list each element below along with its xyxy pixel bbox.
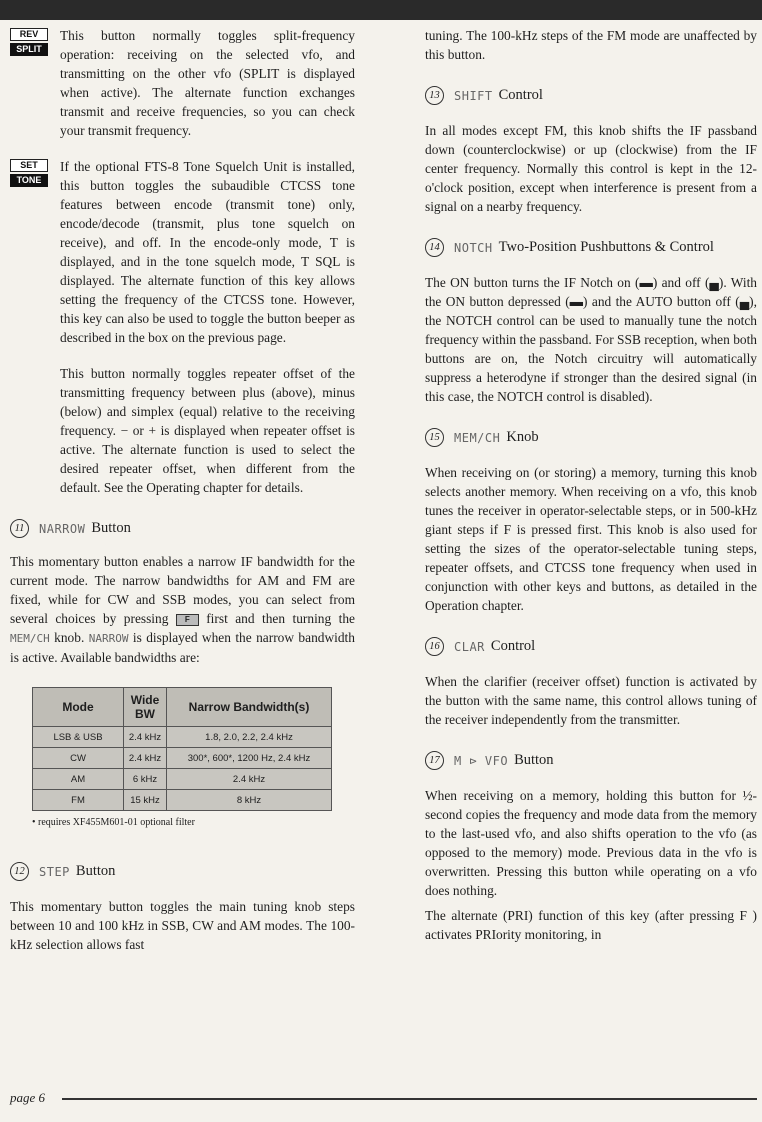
tone-key-icon: TONE (10, 174, 48, 187)
item-number-11: 11 (10, 519, 29, 538)
item-number-17: 17 (425, 751, 444, 770)
shift-heading (425, 86, 757, 105)
table-header-row (33, 688, 332, 727)
item-number-14: 14 (425, 238, 444, 257)
tone-badges (10, 157, 60, 347)
right-column (425, 26, 757, 944)
table-row (33, 790, 332, 811)
notch-key-label: NOTCH (454, 240, 493, 255)
table-cell: 15 kHz (124, 790, 167, 811)
narrow-heading (10, 519, 355, 538)
split-entry (10, 26, 355, 140)
clar-text: When the clarifier (receiver offset) function is activated by the button with the same name, this control allows tuning of the receiver independently from the transmitter. (425, 674, 757, 727)
narrow-text-6: is displayed when the narrow bandwidth is active. Available bandwidths are: (10, 630, 355, 665)
item-number-15: 15 (425, 428, 444, 447)
rev-key-icon: REV (10, 28, 48, 41)
mvfo-text: When receiving on a memory, holding this button for ½-second copies the frequency and mode data from the memory to the last-used vfo, and also shifts operation to the vfo (as opposed to the memory) mode. Previous data in the vfo is overwritten. Pressing this button while operating on a vfo does nothing. (425, 788, 757, 898)
split-badges (10, 26, 60, 140)
table-cell: 2.4 kHz (124, 748, 167, 769)
mvfo-text-2: The alternate (PRI) function of this key (after pressing F ) activates PRIority monitoring, in (425, 908, 757, 942)
f-key-chip: F (176, 614, 199, 626)
step-key-label: STEP (39, 864, 70, 879)
table-row (33, 769, 332, 790)
table-cell: AM (33, 769, 124, 790)
shift-key-label: SHIFT (454, 88, 493, 103)
mvfo-key-label: M ⊳ VFO (454, 753, 509, 768)
shift-heading-title: Control (498, 87, 543, 103)
step-heading (10, 862, 355, 881)
notch-text: The ON button turns the IF Notch on (▬) and off (▄). With the ON button depressed (▬) and the AUTO button off (▄), the NOTCH control can be used to manually tune the notch frequency within the passband. For SSB reception, when both buttons are on, the Notch circuitry will automatically suppress a heterodyne if stronger than the desired signal (in this case, the NOTCH control is disabled). (425, 275, 757, 404)
page-number: page 6 (10, 1090, 46, 1105)
narrow-key-inline: NARROW (88, 632, 129, 645)
table-footnote: • requires XF455M601-01 optional filter (32, 817, 195, 828)
col-mode: Mode (33, 688, 124, 727)
memch-key-label: MEM/CH (454, 430, 501, 445)
repeater-entry (10, 364, 355, 497)
step-text: This momentary button toggles the main tuning knob steps between 10 and 100 kHz in SSB, CW and AM modes. The 100-kHz selection allows fast (10, 899, 355, 952)
notch-heading-title: Two-Position Pushbuttons & Control (498, 239, 714, 255)
memch-key-inline: MEM/CH (10, 632, 50, 645)
memch-heading-title: Knob (506, 429, 539, 445)
clar-heading-title: Control (490, 638, 536, 654)
tone-text: If the optional FTS-8 Tone Squelch Unit is installed, this button toggles the subaudible CTCSS tone features between encode (transmit tone) only, encode/decode (transmit, plus tone squelch on receive), and off. In the encode-only mode, T is displayed, and in the tone squelch mode, T SQL is displayed. The alternate function of this key allows setting the frequency of the CTCSS tone. However, this key can also be used to toggle the button beeper as described in the box on the previous page. (60, 159, 355, 345)
split-key-icon: SPLIT (10, 43, 48, 56)
narrow-key-label: NARROW (39, 521, 86, 536)
table-cell: FM (33, 790, 124, 811)
footer-rule (62, 1098, 757, 1100)
narrow-heading-title: Button (91, 520, 131, 536)
item-number-13: 13 (425, 86, 444, 105)
table-cell: 2.4 kHz (167, 769, 332, 790)
table-cell: 1.8, 2.0, 2.2, 2.4 kHz (167, 727, 332, 748)
repeater-text: This button normally toggles repeater offset of the transmitting frequency between plus (above), minus (below) and simplex (equal) relative to the receiving frequency. − or + is displayed when repeater offset is active. The alternate function is used to select the desired repeater offset, when different from the default. See the Operating chapter for details. (60, 366, 355, 495)
narrow-text (10, 552, 355, 667)
narrow-text-2: first and then turning the (206, 611, 355, 626)
table-cell: 6 kHz (124, 769, 167, 790)
split-text: This button normally toggles split-frequency operation: receiving on the selected vfo, and transmitting on the other vfo (SPLIT is displayed when active). The alternate function exchanges transmit and receive frequencies, so you can check your transmit frequency. (60, 28, 355, 138)
table-cell: 300*, 600*, 1200 Hz, 2.4 kHz (167, 748, 332, 769)
table-cell: LSB & USB (33, 727, 124, 748)
repeater-badges (10, 364, 60, 497)
step-heading-title: Button (75, 863, 116, 879)
bandwidth-table (32, 687, 332, 811)
clar-heading (425, 637, 757, 656)
table-cell: 2.4 kHz (124, 727, 167, 748)
mvfo-heading-title: Button (514, 752, 554, 768)
notch-heading (425, 238, 757, 257)
narrow-text-4: knob. (54, 630, 85, 645)
table-cell: 8 kHz (167, 790, 332, 811)
continued-text: tuning. The 100-kHz steps of the FM mode are unaffected by this button. (425, 28, 757, 62)
item-number-16: 16 (425, 637, 444, 656)
memch-heading (425, 428, 757, 447)
shift-text: In all modes except FM, this knob shifts the IF passband down (counterclockwise) or up (clockwise) from the IF center frequency. Normally this control is kept in the 12-o'clock position, except when interference is present from a signal on a nearby frequency. (425, 123, 757, 214)
table-cell: CW (33, 748, 124, 769)
narrow-text-1: This momentary button enables a narrow IF bandwidth for the current mode. The narrow bandwidths for AM and FM are fixed, while for CW and SSB modes, you can select from several choices by pressing (10, 554, 355, 626)
memch-text: When receiving on (or storing) a memory, turning this knob selects another memory. When receiving on a vfo, this knob tunes the receiver in operator-selectable steps, or in 500-kHz giant steps if F is pressed first. This knob is also used for setting the sizes of the operator-selectable tuning steps, repeater offsets, and CTCSS tone frequency when used in conjunction with other keys and buttons, as detailed in the Operation chapter. (425, 465, 757, 613)
left-column (10, 26, 355, 954)
table-row (33, 727, 332, 748)
item-number-12: 12 (10, 862, 29, 881)
mvfo-heading (425, 751, 757, 770)
set-key-icon: SET (10, 159, 48, 172)
header-bar (0, 0, 762, 20)
tone-entry (10, 157, 355, 347)
clar-key-label: CLAR (454, 639, 485, 654)
col-narrow: Narrow Bandwidth(s) (167, 688, 332, 727)
col-wide: Wide BW (124, 688, 167, 727)
table-row (33, 748, 332, 769)
